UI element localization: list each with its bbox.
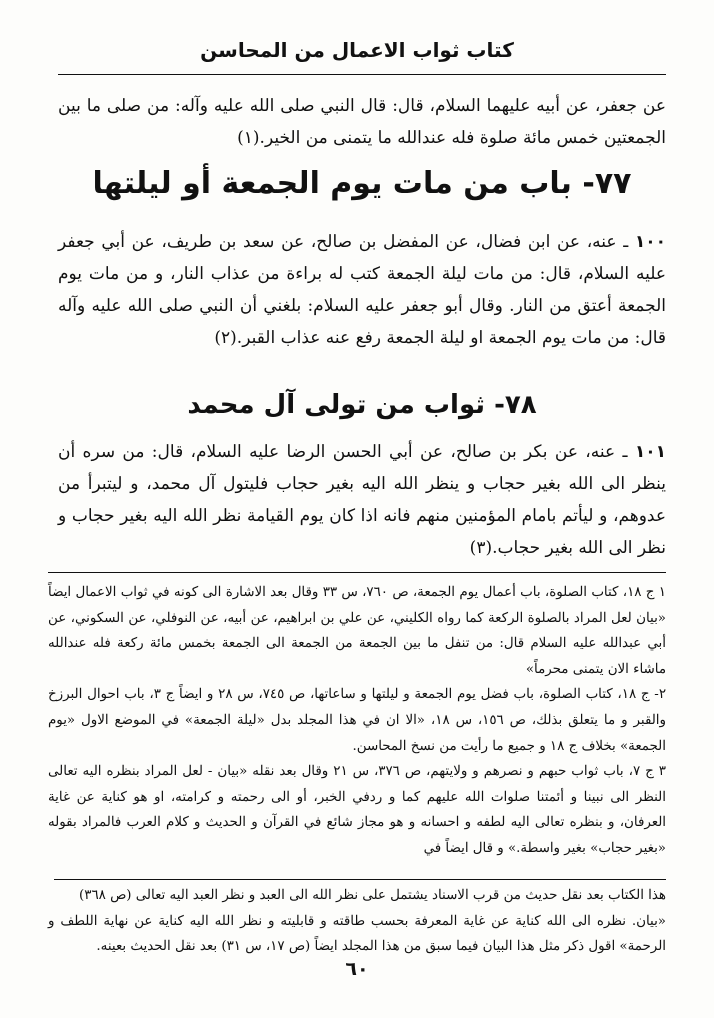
hadith-101 [58,436,666,564]
footnote-1: ١ ج ١٨، كتاب الصلوة، باب أعمال يوم الجمعة، ص ٧٦٠، س ٣٣ وقال بعد الاشارة الى كونه في ثواب الاعمال ايضاً «بيان لعل المراد بالصلوة الركعة كما رواه الكليني، عن علي بن ابراهيم، عن أبيه، عن النوفلي، عن السكوني، عن أبي عبدالله عليه السلام قال: من تنفل ما بين الجمعة من الجمعة الى الجمعة بخمس مائة ركعة فله عندالله ماشاء الان يتمنى محرماً» [48,585,666,677]
hadith-101-number: ١٠١ [634,442,666,462]
footnote-divider [54,879,666,880]
footnotes [48,580,666,862]
footnote-2: ٢- ج ١٨، كتاب الصلوة، باب فضل يوم الجمعة و ليلتها و ساعاتها، ص ٧٤٥، س ٢٨ و ايضاً ج ٣، باب احوال البرزخ والقبر و ما يتعلق بذلك، ص ١٥٦، س ١٨، «الا ان في هذا المجلد بدل «ليلة الجمعة» في الموضع الاول «يوم الجمعة» بخلاف ج ١٨ و جميع ما رأيت من نسخ المحاسن. [48,687,667,754]
chapter-78-heading: ٧٨- ثواب من تولى آل محمد [187,390,537,420]
hadith-100-number: ١٠٠ [634,232,666,252]
intro-paragraph: عن جعفر، عن أبيه عليهما السلام، قال: قال النبي صلى الله عليه وآله: من صلى ما بين الجمعتين خمس مائة صلوة فله عندالله ما يتمنى من الخير.(١) [58,96,666,148]
footnote-3: ٣ ج ٧، باب ثواب حبهم و نصرهم و ولايتهم، ص ٣٧٦، س ٢١ وقال بعد نقله «بيان - لعل المراد بنظره اليه تعالى النظر الى نبينا و أئمتنا صلوات الله عليهم كما و ردفي الخبر، أو الى رحمته و كرامته، او هو كناية عن غاية العرفان، و بنظره تعالى اليه لطفه و احسانه و هو مجاز شائع في القرآن و الحديث و كلام العرب فالمراد بقوله «بغير حجاب» بغير واسطة.» و قال ايضاً في [48,764,666,856]
page-number: ٦٠ [345,958,369,980]
hadith-100-text: ـ عنه، عن ابن فضال، عن المفضل بن صالح، عن سعد بن طريف، عن أبي جعفر عليه السلام، قال: من مات ليلة الجمعة كتب له براءة من عذاب النار، و من مات يوم الجمعة أعتق من النار. وقال أبو جعفر عليه السلام: بلغني أن النبي صلى الله عليه وآله قال: من مات يوم الجمعة او ليلة الجمعة رفع عنه عذاب القبر.(٢) [58,232,666,348]
footnote-rule [48,572,666,573]
hadith-101-text: ـ عنه، عن بكر بن صالح، عن أبي الحسن الرضا عليه السلام، قال: من سره أن ينظر الى الله بغير حجاب و ينظر الله اليه بغير حجاب فليتول آل محمد، و ليتبرأ من عدوهم، و ليأتم بامام المؤمنين منهم فانه اذا كان يوم القيامة نظر الله اليه بغير حجاب و نظر الى الله بغير حجاب.(٣) [58,442,666,558]
header-rule [58,74,666,75]
chapter-77-heading: ٧٧- باب من مات يوم الجمعة أو ليلتها [92,166,632,201]
footnote-cont-2: «بيان. نظره الى الله كناية عن غاية المعرفة بحسب طاقته و قابليته و نظر الله اليه كناية عن نهاية اللطف و الرحمة» اقول ذكر مثل هذا البيان فيما سبق من هذا المجلد ايضاً (ص ١٧، س ٣١) بعد نقل الحديث بعينه. [48,913,666,955]
footnote-cont-1: هذا الكتاب بعد نقل حديث من قرب الاسناد يشتمل على نظر الله الى العبد و نظر العبد اليه تعالى (ص ٣٦٨) [79,888,666,903]
running-head: كتاب ثواب الاعمال من المحاسن [200,38,514,62]
hadith-100 [58,226,666,354]
footnote-continuation [48,883,666,960]
